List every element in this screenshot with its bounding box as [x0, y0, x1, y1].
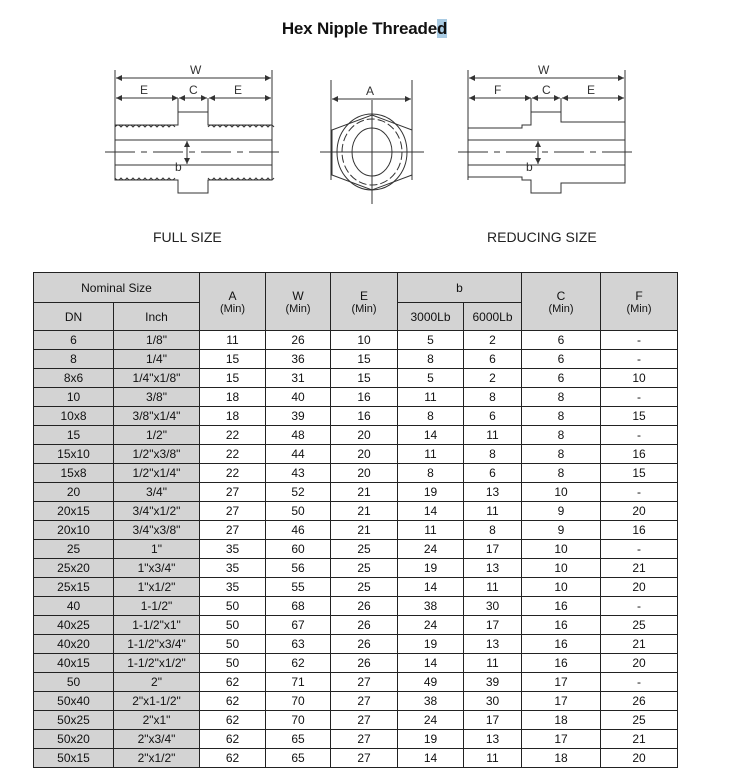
table-row — [34, 445, 678, 464]
cell-b-3000lb: 24 — [398, 616, 464, 635]
cell-c: 9 — [522, 502, 601, 521]
cell-dn: 8 — [34, 350, 114, 369]
cell-c: 10 — [522, 483, 601, 502]
cell-b-3000lb: 38 — [398, 692, 464, 711]
cell-c: 10 — [522, 540, 601, 559]
cell-a: 27 — [200, 521, 266, 540]
cell-e: 20 — [331, 464, 398, 483]
cell-w: 63 — [266, 635, 331, 654]
cell-w: 44 — [266, 445, 331, 464]
table-row — [34, 388, 678, 407]
cell-inch: 3/4" — [114, 483, 200, 502]
cell-c: 16 — [522, 597, 601, 616]
cell-w: 50 — [266, 502, 331, 521]
cell-a: 18 — [200, 388, 266, 407]
table-row — [34, 711, 678, 730]
cell-b-6000lb: 2 — [464, 369, 522, 388]
table-row — [34, 426, 678, 445]
cell-b-6000lb: 8 — [464, 521, 522, 540]
cell-c: 17 — [522, 692, 601, 711]
cell-e: 27 — [331, 692, 398, 711]
cell-dn: 50 — [34, 673, 114, 692]
hex-end-view-drawing — [320, 80, 424, 204]
header-b: b — [398, 273, 522, 303]
cell-w: 62 — [266, 654, 331, 673]
header-c: C (Min) — [522, 273, 601, 331]
cell-a: 50 — [200, 616, 266, 635]
cell-b-6000lb: 8 — [464, 445, 522, 464]
cell-f: 20 — [601, 654, 678, 673]
cell-b-3000lb: 8 — [398, 407, 464, 426]
cell-c: 9 — [522, 521, 601, 540]
cell-b-3000lb: 5 — [398, 369, 464, 388]
cell-w: 65 — [266, 730, 331, 749]
cell-inch: 1-1/2"x1" — [114, 616, 200, 635]
cell-f: - — [601, 483, 678, 502]
cell-w: 65 — [266, 749, 331, 768]
cell-a: 50 — [200, 635, 266, 654]
cell-dn: 50x25 — [34, 711, 114, 730]
cell-c: 18 — [522, 749, 601, 768]
cell-dn: 6 — [34, 331, 114, 350]
cell-c: 17 — [522, 730, 601, 749]
cell-a: 35 — [200, 578, 266, 597]
dimensions-table — [33, 272, 678, 768]
cell-f: - — [601, 331, 678, 350]
cell-c: 8 — [522, 445, 601, 464]
cell-f: 21 — [601, 635, 678, 654]
cell-inch: 2"x1/2" — [114, 749, 200, 768]
cell-b-6000lb: 30 — [464, 692, 522, 711]
cell-inch: 1-1/2"x1/2" — [114, 654, 200, 673]
cell-dn: 50x20 — [34, 730, 114, 749]
cell-inch: 1/4" — [114, 350, 200, 369]
cell-a: 15 — [200, 369, 266, 388]
table-row — [34, 483, 678, 502]
cell-c: 8 — [522, 426, 601, 445]
cell-w: 67 — [266, 616, 331, 635]
cell-dn: 50x15 — [34, 749, 114, 768]
cell-inch: 1/2" — [114, 426, 200, 445]
cell-inch: 1/2"x3/8" — [114, 445, 200, 464]
cell-w: 46 — [266, 521, 331, 540]
full-size-caption: FULL SIZE — [153, 229, 222, 245]
cell-e: 27 — [331, 730, 398, 749]
cell-w: 52 — [266, 483, 331, 502]
cell-b-3000lb: 19 — [398, 559, 464, 578]
header-w: W (Min) — [266, 273, 331, 331]
cell-c: 16 — [522, 635, 601, 654]
header-3000lb: 3000Lb — [398, 303, 464, 331]
cell-dn: 15x8 — [34, 464, 114, 483]
cell-w: 70 — [266, 711, 331, 730]
cell-inch: 2"x3/4" — [114, 730, 200, 749]
header-inch: Inch — [114, 303, 200, 331]
cell-b-3000lb: 14 — [398, 654, 464, 673]
cell-a: 62 — [200, 711, 266, 730]
cell-f: - — [601, 540, 678, 559]
cell-e: 20 — [331, 445, 398, 464]
cell-c: 18 — [522, 711, 601, 730]
cell-c: 6 — [522, 331, 601, 350]
cell-f: 20 — [601, 749, 678, 768]
cell-b-3000lb: 24 — [398, 711, 464, 730]
cell-b-3000lb: 19 — [398, 635, 464, 654]
cell-b-3000lb: 14 — [398, 749, 464, 768]
cell-inch: 2"x1-1/2" — [114, 692, 200, 711]
cell-a: 22 — [200, 426, 266, 445]
cell-w: 70 — [266, 692, 331, 711]
cell-b-3000lb: 14 — [398, 578, 464, 597]
cell-c: 8 — [522, 388, 601, 407]
header-6000lb: 6000Lb — [464, 303, 522, 331]
cell-f: 21 — [601, 730, 678, 749]
header-e: E (Min) — [331, 273, 398, 331]
cell-dn: 15x10 — [34, 445, 114, 464]
cell-b-3000lb: 8 — [398, 350, 464, 369]
cell-inch: 2" — [114, 673, 200, 692]
cell-f: - — [601, 426, 678, 445]
cell-b-6000lb: 6 — [464, 407, 522, 426]
cell-e: 15 — [331, 369, 398, 388]
cell-b-3000lb: 38 — [398, 597, 464, 616]
cell-inch: 2"x1" — [114, 711, 200, 730]
cell-e: 25 — [331, 578, 398, 597]
table-row — [34, 407, 678, 426]
cell-c: 17 — [522, 673, 601, 692]
cell-f: 21 — [601, 559, 678, 578]
technical-drawings — [0, 55, 729, 225]
cell-dn: 8x6 — [34, 369, 114, 388]
cell-b-3000lb: 8 — [398, 464, 464, 483]
cell-inch: 1-1/2" — [114, 597, 200, 616]
cell-e: 16 — [331, 388, 398, 407]
cell-dn: 20x10 — [34, 521, 114, 540]
label-w: W — [190, 63, 202, 77]
cell-e: 25 — [331, 540, 398, 559]
cell-w: 68 — [266, 597, 331, 616]
cell-a: 35 — [200, 559, 266, 578]
cell-a: 50 — [200, 654, 266, 673]
table-row — [34, 597, 678, 616]
cell-c: 16 — [522, 616, 601, 635]
cell-b-6000lb: 8 — [464, 388, 522, 407]
cell-b-6000lb: 2 — [464, 331, 522, 350]
cell-b-6000lb: 11 — [464, 578, 522, 597]
cell-e: 21 — [331, 521, 398, 540]
label-e: E — [587, 83, 596, 97]
cell-w: 56 — [266, 559, 331, 578]
reducing-size-drawing — [458, 63, 638, 193]
cell-f: 10 — [601, 369, 678, 388]
cell-f: 16 — [601, 521, 678, 540]
table-row — [34, 692, 678, 711]
cell-w: 36 — [266, 350, 331, 369]
cell-dn: 40x25 — [34, 616, 114, 635]
cell-e: 20 — [331, 426, 398, 445]
cell-a: 15 — [200, 350, 266, 369]
cell-b-3000lb: 11 — [398, 445, 464, 464]
cell-inch: 1"x1/2" — [114, 578, 200, 597]
cell-b-6000lb: 17 — [464, 540, 522, 559]
cell-b-6000lb: 11 — [464, 502, 522, 521]
cell-inch: 1" — [114, 540, 200, 559]
cell-b-3000lb: 11 — [398, 521, 464, 540]
cell-c: 10 — [522, 559, 601, 578]
cell-b-6000lb: 13 — [464, 730, 522, 749]
cell-a: 50 — [200, 597, 266, 616]
table-row — [34, 502, 678, 521]
cell-inch: 3/8"x1/4" — [114, 407, 200, 426]
table-row — [34, 616, 678, 635]
cell-w: 31 — [266, 369, 331, 388]
text-selection: d — [436, 19, 448, 38]
label-e: E — [234, 83, 243, 97]
cell-b-6000lb: 6 — [464, 350, 522, 369]
cell-b-3000lb: 24 — [398, 540, 464, 559]
cell-c: 6 — [522, 350, 601, 369]
label-b: b — [526, 160, 533, 174]
cell-f: 25 — [601, 711, 678, 730]
cell-dn: 15 — [34, 426, 114, 445]
cell-w: 60 — [266, 540, 331, 559]
cell-inch: 3/4"x3/8" — [114, 521, 200, 540]
cell-b-3000lb: 14 — [398, 426, 464, 445]
cell-inch: 1-1/2"x3/4" — [114, 635, 200, 654]
cell-b-3000lb: 14 — [398, 502, 464, 521]
cell-e: 21 — [331, 483, 398, 502]
cell-a: 35 — [200, 540, 266, 559]
cell-a: 27 — [200, 502, 266, 521]
cell-dn: 10 — [34, 388, 114, 407]
cell-f: 20 — [601, 502, 678, 521]
cell-inch: 1/4"x1/8" — [114, 369, 200, 388]
cell-a: 62 — [200, 692, 266, 711]
cell-a: 18 — [200, 407, 266, 426]
cell-f: - — [601, 597, 678, 616]
label-a: A — [366, 84, 375, 98]
cell-dn: 25x20 — [34, 559, 114, 578]
cell-f: 26 — [601, 692, 678, 711]
header-f: F (Min) — [601, 273, 678, 331]
table-row — [34, 540, 678, 559]
cell-inch: 1/8" — [114, 331, 200, 350]
cell-inch: 1/2"x1/4" — [114, 464, 200, 483]
reducing-size-caption: REDUCING SIZE — [487, 229, 597, 245]
cell-b-6000lb: 13 — [464, 559, 522, 578]
page-title: Hex Nipple Threaded — [281, 19, 448, 38]
cell-a: 62 — [200, 730, 266, 749]
cell-b-6000lb: 11 — [464, 654, 522, 673]
cell-a: 22 — [200, 464, 266, 483]
cell-f: - — [601, 673, 678, 692]
cell-w: 40 — [266, 388, 331, 407]
cell-e: 26 — [331, 635, 398, 654]
cell-f: 20 — [601, 578, 678, 597]
cell-a: 11 — [200, 331, 266, 350]
cell-a: 27 — [200, 483, 266, 502]
cell-f: - — [601, 350, 678, 369]
cell-w: 71 — [266, 673, 331, 692]
cell-b-6000lb: 30 — [464, 597, 522, 616]
label-w: W — [538, 63, 550, 77]
cell-dn: 20x15 — [34, 502, 114, 521]
table-row — [34, 350, 678, 369]
cell-inch: 3/4"x1/2" — [114, 502, 200, 521]
cell-b-6000lb: 17 — [464, 616, 522, 635]
cell-dn: 20 — [34, 483, 114, 502]
table-row — [34, 654, 678, 673]
cell-e: 26 — [331, 654, 398, 673]
label-e: E — [140, 83, 149, 97]
table-row — [34, 369, 678, 388]
header-a: A (Min) — [200, 273, 266, 331]
cell-b-6000lb: 6 — [464, 464, 522, 483]
cell-b-6000lb: 17 — [464, 711, 522, 730]
cell-c: 16 — [522, 654, 601, 673]
cell-b-6000lb: 39 — [464, 673, 522, 692]
table-row — [34, 730, 678, 749]
cell-dn: 40x15 — [34, 654, 114, 673]
cell-b-6000lb: 13 — [464, 483, 522, 502]
table-row — [34, 559, 678, 578]
cell-e: 27 — [331, 749, 398, 768]
label-c: C — [189, 83, 198, 97]
cell-w: 48 — [266, 426, 331, 445]
cell-c: 8 — [522, 407, 601, 426]
cell-w: 55 — [266, 578, 331, 597]
cell-e: 26 — [331, 597, 398, 616]
cell-e: 15 — [331, 350, 398, 369]
cell-e: 26 — [331, 616, 398, 635]
full-size-drawing — [105, 63, 285, 193]
cell-c: 6 — [522, 369, 601, 388]
cell-f: 15 — [601, 464, 678, 483]
cell-e: 25 — [331, 559, 398, 578]
label-f: F — [494, 83, 502, 97]
header-nominal-size: Nominal Size — [34, 273, 200, 303]
cell-b-6000lb: 13 — [464, 635, 522, 654]
table-row — [34, 331, 678, 350]
cell-a: 62 — [200, 673, 266, 692]
cell-w: 39 — [266, 407, 331, 426]
cell-b-3000lb: 19 — [398, 483, 464, 502]
cell-f: 15 — [601, 407, 678, 426]
cell-b-3000lb: 11 — [398, 388, 464, 407]
cell-w: 43 — [266, 464, 331, 483]
cell-e: 16 — [331, 407, 398, 426]
cell-inch: 3/8" — [114, 388, 200, 407]
cell-inch: 1"x3/4" — [114, 559, 200, 578]
cell-e: 27 — [331, 711, 398, 730]
header-dn: DN — [34, 303, 114, 331]
cell-dn: 40 — [34, 597, 114, 616]
cell-a: 62 — [200, 749, 266, 768]
cell-c: 10 — [522, 578, 601, 597]
cell-b-3000lb: 49 — [398, 673, 464, 692]
table-row — [34, 521, 678, 540]
cell-e: 10 — [331, 331, 398, 350]
cell-f: 16 — [601, 445, 678, 464]
cell-c: 8 — [522, 464, 601, 483]
cell-dn: 50x40 — [34, 692, 114, 711]
table-row — [34, 464, 678, 483]
cell-a: 22 — [200, 445, 266, 464]
table-row — [34, 749, 678, 768]
cell-dn: 10x8 — [34, 407, 114, 426]
cell-dn: 40x20 — [34, 635, 114, 654]
table-row — [34, 673, 678, 692]
cell-b-3000lb: 5 — [398, 331, 464, 350]
label-b: b — [175, 160, 182, 174]
cell-e: 27 — [331, 673, 398, 692]
cell-e: 21 — [331, 502, 398, 521]
label-c: C — [542, 83, 551, 97]
cell-b-6000lb: 11 — [464, 426, 522, 445]
cell-f: 25 — [601, 616, 678, 635]
table-row — [34, 635, 678, 654]
cell-dn: 25x15 — [34, 578, 114, 597]
table-row — [34, 578, 678, 597]
cell-dn: 25 — [34, 540, 114, 559]
cell-w: 26 — [266, 331, 331, 350]
cell-b-6000lb: 11 — [464, 749, 522, 768]
cell-f: - — [601, 388, 678, 407]
cell-b-3000lb: 19 — [398, 730, 464, 749]
